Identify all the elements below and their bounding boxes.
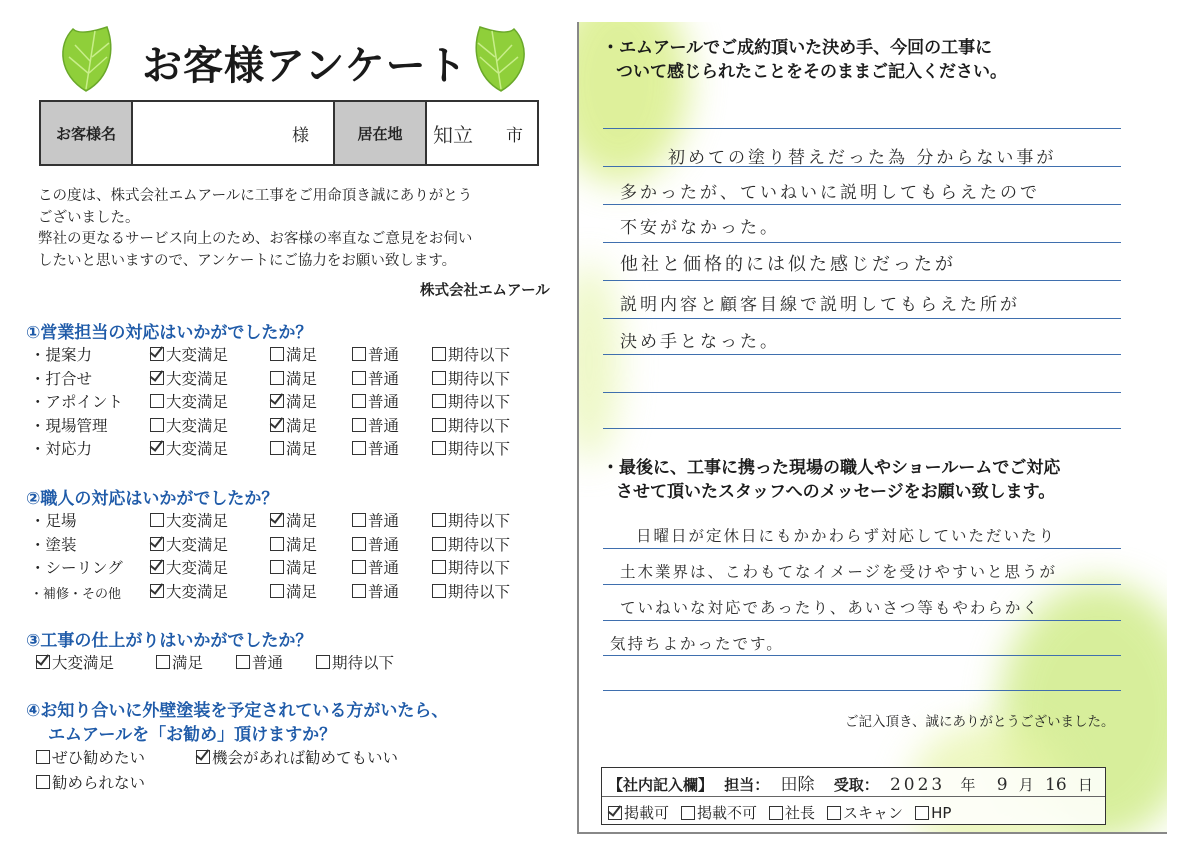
checkbox-icon[interactable] <box>352 537 366 551</box>
checkbox-icon[interactable] <box>432 347 446 361</box>
internal-header-row <box>608 770 1099 795</box>
option-label: 大変満足 <box>166 369 229 388</box>
checkbox-icon[interactable] <box>150 584 164 598</box>
ruled-line <box>603 318 1121 319</box>
checkbox-icon[interactable] <box>36 775 50 789</box>
option-label: 普通 <box>368 582 400 601</box>
option-label: 大変満足 <box>166 416 229 435</box>
staff-value[interactable]: 田除 <box>780 775 815 795</box>
ruled-line <box>603 584 1121 585</box>
green-decoration <box>577 262 619 462</box>
internal-use-box <box>601 767 1106 825</box>
option-label: 満足 <box>286 440 318 458</box>
rating-option[interactable] <box>270 533 317 555</box>
option-label: 満足 <box>172 654 204 672</box>
divider <box>602 796 1105 797</box>
option-label: 大変満足 <box>166 582 229 601</box>
location-label: 居在地 <box>335 102 427 164</box>
option-label: 機会があれば勧めてもいい <box>212 749 399 767</box>
option-label: 満足 <box>286 582 318 601</box>
option-label: 普通 <box>368 512 400 530</box>
year-label: 年 <box>960 776 976 794</box>
rating-option[interactable] <box>150 533 228 555</box>
option-label: 大変満足 <box>166 535 229 554</box>
rating-option[interactable] <box>150 367 228 389</box>
rating-option[interactable] <box>150 437 228 459</box>
rating-option[interactable] <box>352 533 399 555</box>
checkbox-icon[interactable] <box>36 655 50 669</box>
checkbox-icon[interactable] <box>352 441 366 455</box>
rating-option[interactable] <box>352 414 399 436</box>
checkbox-icon[interactable] <box>352 347 366 361</box>
recommend-option[interactable] <box>36 746 145 768</box>
internal-label: 【社内記入欄】 <box>608 776 714 794</box>
rating-option[interactable] <box>352 390 399 412</box>
option-label: 満足 <box>286 369 318 388</box>
name-suffix: 様 <box>292 125 309 146</box>
option-label: 期待以下 <box>448 559 511 577</box>
option-label: 期待以下 <box>332 654 395 672</box>
location-field[interactable] <box>427 102 537 164</box>
option-label: 掲載可 <box>624 804 670 822</box>
rating-option[interactable] <box>150 390 228 412</box>
checkbox-icon[interactable] <box>352 394 366 408</box>
rating-option[interactable] <box>150 556 228 578</box>
internal-check-option[interactable] <box>827 802 903 823</box>
ruled-line <box>603 354 1121 355</box>
checkbox-icon[interactable] <box>150 394 164 408</box>
option-label: 満足 <box>286 559 318 577</box>
answer-line: 不安がなかった。 <box>620 218 780 238</box>
checkbox-icon[interactable] <box>352 560 366 574</box>
month-label: 月 <box>1018 776 1034 794</box>
ruled-line <box>603 280 1121 281</box>
rating-option[interactable] <box>150 343 228 365</box>
checkbox-icon[interactable] <box>36 750 50 764</box>
rating-option[interactable] <box>270 343 317 365</box>
option-label: 満足 <box>286 512 318 530</box>
rating-row-label: ・補修・その他 <box>30 586 122 602</box>
checkbox-icon[interactable] <box>270 371 284 385</box>
checkbox-icon[interactable] <box>432 418 446 432</box>
answer-line: 気持ちよかったです。 <box>610 635 784 653</box>
rating-row-label: ・塗装 <box>30 535 77 554</box>
checkbox-icon[interactable] <box>352 513 366 527</box>
checkbox-icon[interactable] <box>150 513 164 527</box>
option-label: 大変満足 <box>166 393 229 411</box>
ruled-line <box>603 620 1121 621</box>
rating-option[interactable] <box>432 437 510 459</box>
page-title: お客様アンケート <box>142 43 468 89</box>
rating-row-label: ・提案力 <box>30 346 93 364</box>
rating-row-label: ・アポイント <box>30 393 124 411</box>
ruled-line <box>603 548 1121 549</box>
q6-heading-line: させて頂いたスタッフへのメッセージをお願い致します。 <box>616 482 1056 502</box>
answer-line: 日曜日が定休日にもかかわらず対応していただいたり <box>636 527 1057 545</box>
ruled-line <box>603 655 1121 656</box>
option-label: 勧められない <box>52 774 146 792</box>
option-label: 社長 <box>785 804 816 822</box>
checkbox-icon[interactable] <box>270 394 284 408</box>
option-label: 期待以下 <box>448 416 511 435</box>
rating-row-label: ・対応力 <box>30 440 93 458</box>
checkbox-icon[interactable] <box>608 806 622 820</box>
option-label: 満足 <box>286 416 318 435</box>
leaf-icon-right <box>470 25 532 93</box>
rating-option[interactable] <box>432 390 510 412</box>
rating-option[interactable] <box>352 556 399 578</box>
answer-line: 説明内容と顧客目線で説明してもらえた所が <box>620 295 1020 315</box>
option-label: 普通 <box>252 654 284 672</box>
option-label: 大変満足 <box>52 654 115 672</box>
rating-option[interactable] <box>270 556 317 578</box>
internal-check-option[interactable] <box>915 804 951 822</box>
option-label: 期待以下 <box>448 512 511 530</box>
rating-option[interactable] <box>236 651 283 673</box>
rating-option[interactable] <box>150 414 228 436</box>
checkbox-icon[interactable] <box>150 560 164 574</box>
rating-row-label: ・打合せ <box>30 369 93 388</box>
rating-option[interactable] <box>352 367 399 389</box>
ruled-line <box>603 242 1121 243</box>
checkbox-icon[interactable] <box>150 347 164 361</box>
leaf-icon-left <box>55 25 117 93</box>
checkbox-icon[interactable] <box>150 537 164 551</box>
month-value[interactable]: 9 <box>996 775 1008 795</box>
rating-row-label: ・現場管理 <box>30 416 108 435</box>
rating-option[interactable] <box>352 509 399 531</box>
checkbox-icon[interactable] <box>270 418 284 432</box>
rating-option[interactable] <box>352 580 399 602</box>
ruled-line <box>603 690 1121 691</box>
customer-name-label: お客様名 <box>41 102 133 164</box>
checkbox-icon[interactable] <box>432 441 446 455</box>
option-label: HP <box>931 803 952 822</box>
checkbox-icon[interactable] <box>352 584 366 598</box>
checkbox-icon[interactable] <box>150 371 164 385</box>
answer-line: ていねいな対応であったり、あいさつ等もやわらかく <box>620 599 1040 617</box>
q1-heading: ①営業担当の対応はいかがでしたか？ <box>26 323 313 343</box>
checkbox-icon[interactable] <box>352 371 366 385</box>
day-value[interactable]: 16 <box>1045 775 1067 795</box>
ruled-line <box>603 128 1121 129</box>
recommend-option[interactable] <box>36 771 145 793</box>
option-label: 期待以下 <box>448 393 511 411</box>
q6-heading <box>602 456 1060 504</box>
answer-line: 初めての塗り替えだった為 分からない事が <box>668 148 1057 168</box>
day-label: 日 <box>1077 776 1093 794</box>
staff-label: 担当： <box>724 776 770 794</box>
checkbox-icon[interactable] <box>156 655 170 669</box>
q2-heading: ②職人の対応はいかがでしたか？ <box>26 489 279 509</box>
rating-option[interactable] <box>352 343 399 365</box>
location-value: 知立 <box>433 122 473 147</box>
rating-option[interactable] <box>270 437 317 459</box>
checkbox-icon[interactable] <box>270 537 284 551</box>
q6-heading-line: ・最後に、工事に携った現場の職人やショールームでご対応 <box>602 458 1061 478</box>
rating-option[interactable] <box>432 556 510 578</box>
option-label: スキャン <box>843 804 904 822</box>
rating-option[interactable] <box>270 390 317 412</box>
internal-check-option[interactable] <box>769 802 815 823</box>
checkbox-icon[interactable] <box>432 560 446 574</box>
intro-text <box>38 186 558 272</box>
option-label: 普通 <box>368 559 400 577</box>
q5-heading <box>602 36 1007 84</box>
rating-option[interactable] <box>150 509 228 531</box>
checkbox-icon[interactable] <box>915 806 929 820</box>
company-name: 株式会社エムアール <box>420 283 550 299</box>
rating-option[interactable] <box>156 651 203 673</box>
received-label: 受取： <box>833 776 879 794</box>
checkbox-icon[interactable] <box>316 655 330 669</box>
option-label: 普通 <box>368 393 400 411</box>
thanks-text: ご記入頂き、誠にありがとうございました。 <box>845 714 1115 730</box>
rating-option[interactable] <box>432 343 510 365</box>
checkbox-icon[interactable] <box>150 441 164 455</box>
option-label: 大変満足 <box>166 440 229 458</box>
checkbox-icon[interactable] <box>769 806 783 820</box>
rating-option[interactable] <box>270 580 317 602</box>
rating-option[interactable] <box>270 414 317 436</box>
internal-check-option[interactable] <box>608 802 669 823</box>
rating-option[interactable] <box>432 509 510 531</box>
option-label: 普通 <box>368 369 400 388</box>
option-label: 満足 <box>286 393 318 411</box>
customer-info-table <box>39 100 539 166</box>
checkbox-icon[interactable] <box>270 347 284 361</box>
option-label: 大変満足 <box>166 559 229 577</box>
option-label: 普通 <box>368 416 400 435</box>
q4-heading-line2: エムアールを「お勧め」頂けますか？ <box>48 725 337 745</box>
option-label: 普通 <box>368 535 400 554</box>
rating-option[interactable] <box>432 367 510 389</box>
checkbox-icon[interactable] <box>432 537 446 551</box>
rating-row-label: ・足場 <box>30 512 77 530</box>
checkbox-icon[interactable] <box>150 418 164 432</box>
ruled-line <box>603 204 1121 205</box>
option-label: 普通 <box>368 346 400 364</box>
rating-option[interactable] <box>270 509 317 531</box>
checkbox-icon[interactable] <box>270 584 284 598</box>
q5-heading-line: ・エムアールでご成約頂いた決め手、今回の工事に <box>602 38 993 58</box>
intro-line: したいと思いますので、アンケートにご協力をお願い致します。 <box>38 252 457 269</box>
recommend-option[interactable] <box>196 746 398 768</box>
checkbox-icon[interactable] <box>270 560 284 574</box>
checkbox-icon[interactable] <box>432 394 446 408</box>
customer-name-field[interactable] <box>133 102 335 164</box>
option-label: ぜひ勧めたい <box>52 749 146 767</box>
checkbox-icon[interactable] <box>236 655 250 669</box>
rating-option[interactable] <box>432 414 510 436</box>
location-suffix: 市 <box>506 125 523 146</box>
checkbox-icon[interactable] <box>196 750 210 764</box>
option-label: 期待以下 <box>448 582 511 601</box>
checkbox-icon[interactable] <box>681 806 695 820</box>
rating-option[interactable] <box>432 533 510 555</box>
option-label: 大変満足 <box>166 346 229 364</box>
rating-option[interactable] <box>150 580 228 602</box>
rating-option[interactable] <box>36 651 114 673</box>
year-value[interactable]: 2023 <box>889 775 946 795</box>
answer-line: 他社と価格的には似た感じだったが <box>620 254 956 275</box>
q4-heading-line1: ④お知り合いに外壁塗装を予定されている方がいたら、 <box>26 701 449 721</box>
intro-line: この度は、株式会社エムアールに工事をご用命頂き誠にありがとう <box>38 188 473 204</box>
q3-heading: ③工事の仕上がりはいかがでしたか？ <box>26 631 313 651</box>
option-label: 期待以下 <box>448 346 511 364</box>
rating-option[interactable] <box>432 580 510 602</box>
answer-line: 決め手となった。 <box>620 332 780 352</box>
intro-line: 弊社の更なるサービス向上のため、お客様の率直なご意見をお伺い <box>38 231 473 247</box>
ruled-line <box>603 428 1121 429</box>
rating-option[interactable] <box>352 437 399 459</box>
option-label: 掲載不可 <box>697 804 758 822</box>
intro-line: ございました。 <box>38 209 140 226</box>
checkbox-icon[interactable] <box>270 441 284 455</box>
checkbox-icon[interactable] <box>432 584 446 598</box>
rating-option[interactable] <box>316 651 394 673</box>
checkbox-icon[interactable] <box>352 418 366 432</box>
option-label: 大変満足 <box>166 512 229 530</box>
checkbox-icon[interactable] <box>432 371 446 385</box>
rating-row-label: ・シーリング <box>30 559 123 577</box>
checkbox-icon[interactable] <box>270 513 284 527</box>
option-label: 期待以下 <box>448 535 511 554</box>
answer-line: 多かったが、ていねいに説明してもらえたので <box>620 183 1040 203</box>
rating-option[interactable] <box>270 367 317 389</box>
option-label: 普通 <box>368 440 400 458</box>
checkbox-icon[interactable] <box>432 513 446 527</box>
option-label: 期待以下 <box>448 440 511 458</box>
internal-check-option[interactable] <box>681 802 757 823</box>
checkbox-icon[interactable] <box>827 806 841 820</box>
option-label: 満足 <box>286 535 318 554</box>
q5-heading-line: ついて感じられたことをそのままご記入ください。 <box>616 62 1007 82</box>
internal-check-row <box>608 802 951 823</box>
option-label: 期待以下 <box>448 369 511 388</box>
option-label: 満足 <box>286 346 318 364</box>
ruled-line <box>603 392 1121 393</box>
answer-line: 土木業界は、こわもてなイメージを受けやすいと思うが <box>620 563 1058 581</box>
